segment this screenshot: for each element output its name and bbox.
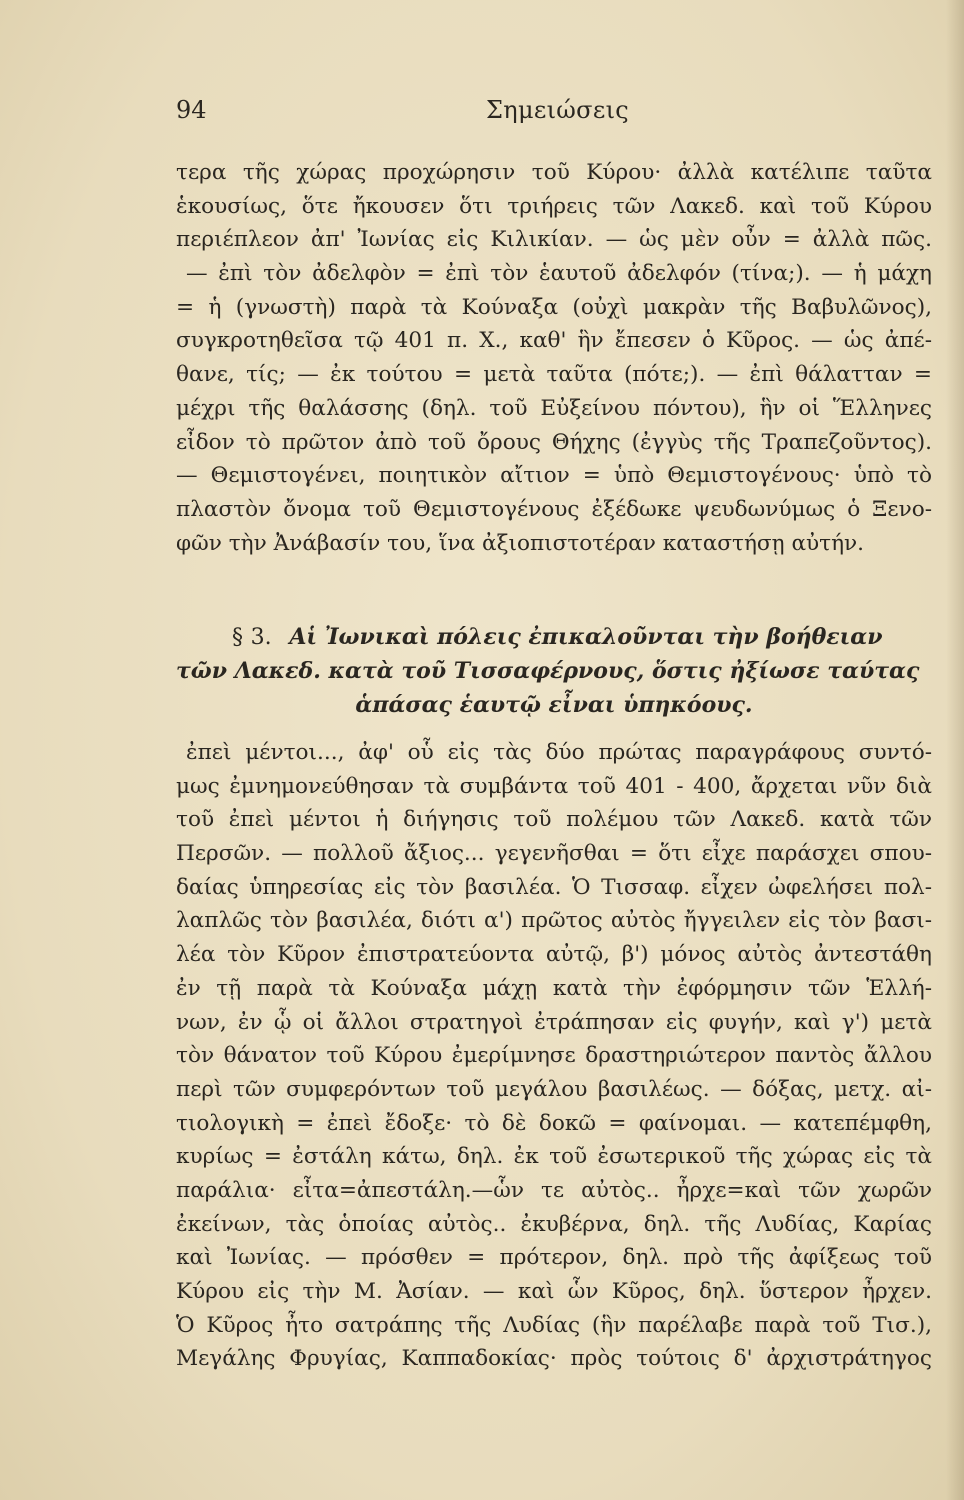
text-line: Ὁ Κῦρος ἦτο σατράπης τῆς Λυδίας (ἣν παρέλαβε παρὰ τοῦ Τισ.), [176, 1312, 932, 1338]
text-line: κυρίως = ἐστάλη κάτω, δηλ. ἐκ τοῦ ἐσωτερικοῦ τῆς χώρας εἰς τὰ [176, 1144, 932, 1170]
section-heading [176, 620, 932, 722]
text-line: Περσῶν. — πολλοῦ ἄξιος... γεγενῆσθαι = ὅτι εἶχε παράσχει σπου- [176, 841, 932, 867]
text-line: τερα τῆς χώρας προχώρησιν τοῦ Κύρου· ἀλλὰ κατέλιπε ταῦτα [176, 160, 932, 185]
text-line: νων, ἐν ᾧ οἱ ἄλλοι στρατηγοὶ ἐτράπησαν εἰς φυγήν, καὶ γ') μετὰ [176, 1009, 932, 1035]
text-line: μως ἐμνημονεύθησαν τὰ συμβάντα τοῦ 401 - 400, ἄρχεται νῦν διὰ [176, 773, 932, 799]
text-line: θανε, τίς; — ἐκ τούτου = μετὰ ταῦτα (πότε;). — ἐπὶ θάλατταν = [176, 362, 932, 388]
text-line: περὶ τῶν συμφερόντων τοῦ μεγάλου βασιλέως. — δόξας, μετχ. αἰ- [176, 1076, 932, 1102]
text-line: ἐκείνων, τὰς ὁποίας αὐτὸς.. ἐκυβέρνα, δηλ. τῆς Λυδίας, Καρίας [176, 1211, 932, 1237]
page-edge-shadow [946, 0, 964, 1500]
text-line: τὸν θάνατον τοῦ Κύρου ἐμερίμνησε δραστηριώτερον παντὸς ἄλλου [176, 1043, 932, 1069]
text-line: παράλια· εἶτα=ἀπεστάλη.—ὧν τε αὐτὸς.. ἦρχε=καὶ τῶν χωρῶν [176, 1177, 932, 1203]
text-line: φῶν τὴν Ἀνάβασίν του, ἵνα ἀξιοπιστοτέραν καταστήσῃ αὐτήν. [176, 530, 865, 556]
text-line: δαίας ὑπηρεσίας εἰς τὸν βασιλέα. Ὁ Τισσαφ. εἶχεν ὠφελήσει πολ- [176, 874, 932, 900]
text-line: εἶδον τὸ πρῶτον ἀπὸ τοῦ ὄρους Θήχης (ἐγγὺς τῆς Τραπεζοῦντος). [176, 429, 932, 455]
text-line: μέχρι τῆς θαλάσσης (δηλ. τοῦ Εὐξείνου πόντου), ἣν οἱ Ἕλληνες [176, 395, 932, 421]
text-line: — Θεμιστογένει, ποιητικὸν αἴτιον = ὑπὸ Θεμιστογένους· ὑπὸ τὸ [176, 463, 932, 489]
text-line: ἑκουσίως, ὅτε ἤκουσεν ὅτι τριήρεις τῶν Λακεδ. καὶ τοῦ Κύρου [176, 193, 932, 219]
section-mark: § [232, 625, 243, 650]
text-line: = ἡ (γνωστὴ) παρὰ τὰ Κούναξα (οὐχὶ μακρὰν τῆς Βαβυλῶνος), [176, 294, 932, 320]
section-heading-line-1 [176, 620, 932, 654]
running-head [176, 96, 936, 136]
text-line: περιέπλεον ἀπ' Ἰωνίας εἰς Κιλικίαν. — ὡς μὲν οὖν = ἀλλὰ πῶς. [176, 227, 932, 253]
paragraph-notes-1 [176, 156, 932, 560]
text-line: τιολογικὴ = ἐπεὶ ἔδοξε· τὸ δὲ δοκῶ = φαίνομαι. — κατεπέμφθη, [176, 1110, 932, 1136]
text-line: συγκροτηθεῖσα τῷ 401 π. Χ., καθ' ἣν ἔπεσεν ὁ Κῦρος. — ὡς ἀπέ- [176, 328, 932, 354]
section-title-part-3: ἁπάσας ἑαυτῷ εἶναι ὑπηκόους. [355, 692, 753, 718]
text-line: λαπλῶς τὸν βασιλέα, διότι α') πρῶτος αὐτὸς ἤγγειλεν εἰς τὸν βασι- [176, 908, 932, 934]
page-number: 94 [176, 96, 207, 124]
text-line: Μεγάλης Φρυγίας, Καππαδοκίας· πρὸς τούτοις δ' ἀρχιστράτηγος [176, 1346, 932, 1372]
paragraph-notes-2 [176, 736, 932, 1376]
text-line: καὶ Ἰωνίας. — πρόσθεν = πρότερον, δηλ. πρὸ τῆς ἀφίξεως τοῦ [176, 1245, 932, 1271]
text-line: πλαστὸν ὄνομα τοῦ Θεμιστογένους ἐξέδωκε ψευδωνύμως ὁ Ξενο- [176, 496, 932, 522]
section-number: 3. [250, 625, 272, 650]
text-line: Κύρου εἰς τὴν Μ. Ἀσίαν. — καὶ ὧν Κῦρος, δηλ. ὕστερον ἦρχεν. [176, 1279, 932, 1304]
text-line: τοῦ ἐπεὶ μέντοι ἡ διήγησις τοῦ πολέμου τῶν Λακεδ. κατὰ τῶν [176, 807, 932, 833]
text-line: ἐπεὶ μέντοι..., ἀφ' οὗ εἰς τὰς δύο πρώτας παραγράφους συντό- [186, 740, 932, 765]
text-line: λέα τὸν Κῦρον ἐπιστρατεύοντα αὐτῷ, β') μόνος αὐτὸς ἀντεστάθη [176, 942, 932, 968]
header-title: Σημειώσεις [486, 96, 630, 124]
text-line: — ἐπὶ τὸν ἀδελφὸν = ἐπὶ τὸν ἑαυτοῦ ἀδελφόν (τίνα;). — ἡ μάχη [186, 261, 932, 287]
section-title-part-1: Αἱ Ἰωνικαὶ πόλεις ἐπικαλοῦνται τὴν βοήθειαν [289, 624, 883, 650]
section-title-part-2: τῶν Λακεδ. κατὰ τοῦ Τισσαφέρνους, ὅστις ἠξίωσε ταύτας [176, 658, 920, 684]
text-line: ἐν τῇ παρὰ τὰ Κούναξα μάχῃ κατὰ τὴν ἐφόρμησιν τῶν Ἑλλή- [176, 975, 932, 1001]
